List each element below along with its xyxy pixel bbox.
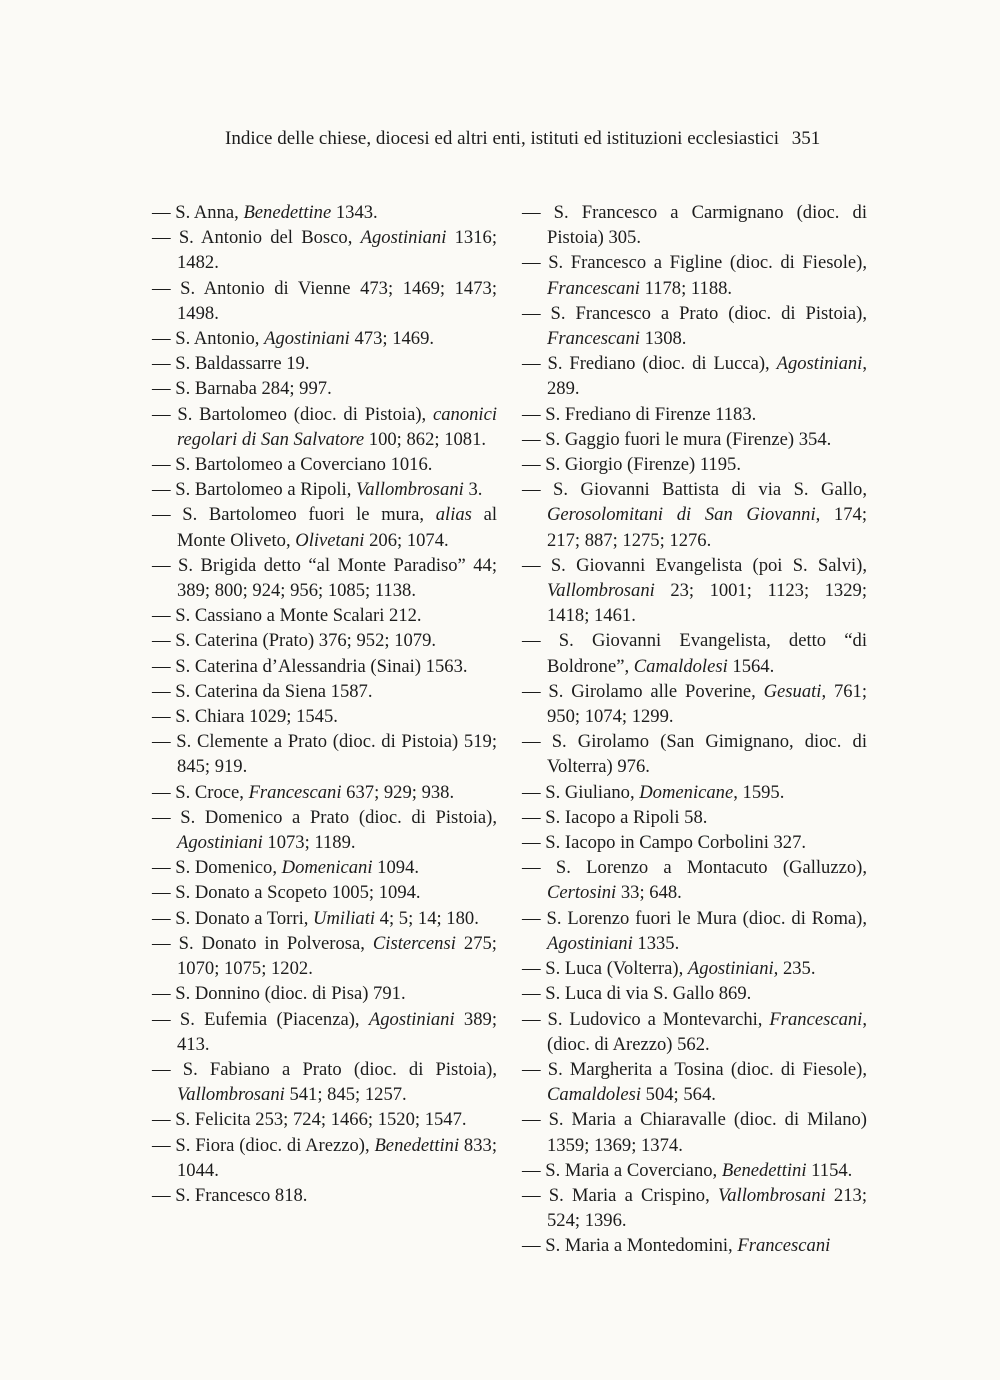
index-entry [522,805,867,830]
index-entry [152,200,497,225]
running-header [225,127,865,151]
entry-order-name: canonici regolari di San Salvatore [177,403,497,450]
entry-text: — S. Eufemia (Piacenza), [152,1008,369,1030]
entry-order-name: Agostiniani, [687,958,779,980]
index-entry [522,452,867,477]
entry-text: 389; 413. [177,1008,497,1055]
index-entry [152,654,497,679]
entry-text: — S. Giovanni Evangelista (poi S. Salvi), [522,554,867,576]
index-entry [152,276,497,326]
index-entry [152,1007,497,1057]
entry-text: — S. Caterina (Prato) 376; 952; 1079. [152,630,437,652]
index-entry [152,1133,497,1183]
entry-text: 33; 648. [616,882,682,904]
index-entry [152,376,497,401]
entry-text: 100; 862; 1081. [364,428,487,450]
entry-text: — S. Domenico, [152,857,282,879]
entry-text: , 174; 217; 887; 1275; 1276. [547,504,867,551]
entry-text: — S. Felicita 253; 724; 1466; 1520; 1547. [152,1109,467,1131]
index-entry [152,628,497,653]
index-entry [152,326,497,351]
entry-text: 275; 1070; 1075; 1202. [177,932,497,980]
entry-text: , 289. [547,353,867,400]
entry-order-name: Benedettini [374,1134,460,1156]
entry-text: — S. Caterina d’Alessandria (Sinai) 1563. [152,655,468,677]
index-entry [522,477,867,553]
index-entry [152,855,497,880]
entry-order-name: Vallombrosani [547,580,655,602]
index-entry [152,603,497,628]
index-entry [152,553,497,603]
entry-text: 1094. [372,857,420,879]
index-entry [522,1233,867,1258]
entry-text: — S. Lorenzo a Montacuto (Galluzzo), [522,857,867,879]
entry-text: — S. Francesco a Carmignano (dioc. di Pistoia) 305. [522,202,867,249]
entry-order-name: Camaldolesi [633,655,728,677]
entry-text: , 761; 950; 1074; 1299. [547,680,867,728]
entry-text: — S. Luca (Volterra), [522,958,688,980]
entry-text: — S. Girolamo alle Poverine, [522,680,764,702]
entry-text: — S. Caterina da Siena 1587. [152,680,373,702]
entry-text: — S. Anna, [152,202,244,223]
entry-text: 541; 845; 1257. [284,1084,407,1106]
index-entry [522,1158,867,1183]
entry-text: 23; 1001; 1123; 1329; 1418; 1461. [547,580,867,627]
index-entry [522,906,867,956]
index-entry [522,351,867,401]
entry-text: 1308. [639,328,687,350]
entry-text: — S. Margherita a Tosina (dioc. di Fiesole), [522,1058,867,1080]
index-entry [522,956,867,981]
index-entry [152,679,497,704]
index-entry [522,981,867,1006]
entry-text: 235. [778,958,816,980]
entry-order-name: Vallombrosani [177,1084,285,1106]
entry-text: — S. Maria a Montedomini, [522,1235,738,1257]
entry-text: — S. Croce, [152,781,249,803]
entry-text: — S. Giovanni Battista di via S. Gallo, [522,479,867,501]
entry-text: — S. Chiara 1029; 1545. [152,706,338,728]
index-entry [522,301,867,351]
page-number: 351 [791,128,821,149]
entry-text: — S. Maria a Chiaravalle (dioc. di Milano) 1359; 1369; 1374. [522,1109,867,1156]
entry-text: — S. Frediano (dioc. di Lucca), [522,353,777,375]
entry-order-name: Camaldolesi [547,1084,642,1106]
index-entry [152,502,497,552]
entry-text: — S. Bartolomeo (dioc. di Pistoia), [152,403,433,425]
index-entry [522,402,867,427]
entry-text: — S. Maria a Crispino, [522,1184,718,1206]
right-column [522,200,867,1259]
entry-text: — S. Donato a Scopeto 1005; 1094. [152,882,421,904]
index-entry [522,855,867,905]
entry-order-name: Certosini [547,882,617,904]
entry-text: — S. Iacopo a Ripoli 58. [522,806,708,828]
entry-order-name: Agostiniani [177,832,263,854]
entry-order-name: Domenicani [281,857,373,879]
entry-order-name: Benedettini [721,1159,807,1181]
entry-text: — S. Antonio del Bosco, [152,227,361,249]
entry-text: — S. Giuliano, [522,781,640,803]
entry-text: , (dioc. di Arezzo) 562. [547,1008,867,1055]
index-entry [152,704,497,729]
entry-text: 1343. [331,202,378,223]
index-entry [522,679,867,729]
index-entry [522,1107,867,1157]
entry-order-name: Francescani [547,328,640,350]
index-entry [152,906,497,931]
index-entry [522,553,867,629]
entry-text: — S. Donato a Torri, [152,907,314,929]
entry-text: — S. Ludovico a Montevarchi, [522,1008,770,1030]
entry-order-name: Gerosolomitani di San Giovanni [547,504,816,526]
entry-text: — S. Donnino (dioc. di Pisa) 791. [152,983,406,1005]
entry-text: 1564. [727,655,775,677]
entry-text: 213; 524; 1396. [547,1184,867,1232]
entry-text: — S. Francesco a Figline (dioc. di Fiesole), [522,252,867,274]
entry-text: — S. Giorgio (Firenze) 1195. [522,454,741,476]
index-entry [152,729,497,779]
entry-text: 4; 5; 14; 180. [375,907,479,929]
entry-order-name: Francescani [737,1235,831,1257]
index-entry [522,780,867,805]
entry-text: 1073; 1189. [262,832,356,854]
entry-order-name: Agostiniani [547,932,633,954]
entry-text: — S. Francesco a Prato (dioc. di Pistoia), [522,302,867,324]
entry-text: — S. Cassiano a Monte Scalari 212. [152,605,422,627]
entry-text: — S. Brigida detto “al Monte Paradiso” 44; 389; 800; 924; 956; 1085; 1138. [152,554,497,602]
entry-text: — S. Clemente a Prato (dioc. di Pistoia) 519; 845; 919. [152,731,497,778]
entry-order-name: Agostiniani [368,1008,455,1030]
index-entry [522,1057,867,1107]
entry-text: al Monte Oliveto, [177,504,497,551]
entry-text: 1335. [632,932,680,954]
entry-text: — S. Francesco 818. [152,1184,308,1206]
index-entry [152,351,497,376]
index-entry [522,830,867,855]
header-title: Indice delle chiese, diocesi ed altri enti, istituti ed istituzioni ecclesiastici [225,128,779,149]
entry-text: — S. Lorenzo fuori le Mura (dioc. di Roma), [522,907,867,929]
left-column [152,200,497,1208]
entry-text: — S. Bartolomeo fuori le mura, [152,504,436,526]
index-entry [522,250,867,300]
entry-text: — S. Fabiano a Prato (dioc. di Pistoia), [152,1058,497,1080]
entry-text: — S. Antonio di Vienne 473; 1469; 1473; 1498. [152,277,497,324]
entry-order-name: Vallombrosani [717,1184,826,1206]
entry-text: — S. Gaggio fuori le mura (Firenze) 354. [522,428,832,450]
entry-text: 504; 564. [641,1084,716,1106]
entry-text: — S. Domenico a Prato (dioc. di Pistoia), [152,806,497,828]
index-entry [152,225,497,275]
entry-order-name: Domenicane [639,781,734,803]
index-entry [152,1183,497,1208]
index-entry [522,427,867,452]
entry-text: , 1595. [733,781,785,803]
entry-text: 1154. [806,1159,853,1181]
entry-order-name: alias [435,504,472,526]
index-entry [522,1183,867,1233]
entry-order-name: Francescani [547,277,640,299]
index-entry [522,628,867,678]
index-entry [152,477,497,502]
entry-text: 637; 929; 938. [341,781,455,803]
entry-order-name: Francescani [248,781,342,803]
entry-text: — S. Fiora (dioc. di Arezzo), [152,1134,375,1156]
index-entry [522,729,867,779]
entry-order-name: Vallombrosani [356,479,464,501]
entry-text: — S. Bartolomeo a Coverciano 1016. [152,454,433,476]
entry-order-name: Cistercensi [372,932,456,954]
index-entry [152,931,497,981]
entry-text: — S. Maria a Coverciano, [522,1159,722,1181]
index-entry [522,1007,867,1057]
entry-text: — S. Luca di via S. Gallo 869. [522,983,752,1005]
entry-order-name: Olivetani [295,529,365,551]
entry-order-name: Gesuati [763,680,822,702]
entry-order-name: Francescani [769,1008,863,1030]
entry-text: 1316; 1482. [177,227,497,274]
entry-text: 206; 1074. [364,529,449,551]
index-entry [152,452,497,477]
entry-text: — S. Bartolomeo a Ripoli, [152,479,357,501]
entry-text: 1178; 1188. [639,277,733,299]
entry-text: 3. [463,479,483,501]
entry-text: 473; 1469. [349,328,435,350]
entry-text: — S. Barnaba 284; 997. [152,378,332,400]
index-entry [152,402,497,452]
index-entry [152,1057,497,1107]
index-entry [152,1107,497,1132]
entry-text: — S. Donato in Polverosa, [152,932,373,954]
entry-order-name: Agostiniani [776,353,863,375]
entry-order-name: Umiliati [313,907,376,929]
entry-text: — S. Frediano di Firenze 1183. [522,403,757,425]
index-entry [152,780,497,805]
entry-text: 833; 1044. [177,1134,497,1181]
entry-order-name: Benedettine [243,202,332,223]
index-entry [152,805,497,855]
entry-text: — S. Giovanni Evangelista, detto “di Boldrone”, [522,630,867,677]
entry-text: — S. Girolamo (San Gimignano, dioc. di Volterra) 976. [522,731,867,778]
entry-order-name: Agostiniani [264,328,350,350]
entry-order-name: Agostiniani [360,227,447,249]
entry-text: — S. Iacopo in Campo Corbolini 327. [522,832,807,854]
index-entry [522,200,867,250]
index-entry [152,880,497,905]
entry-text: — S. Antonio, [152,328,265,350]
entry-text: — S. Baldassarre 19. [152,353,310,375]
index-entry [152,981,497,1006]
